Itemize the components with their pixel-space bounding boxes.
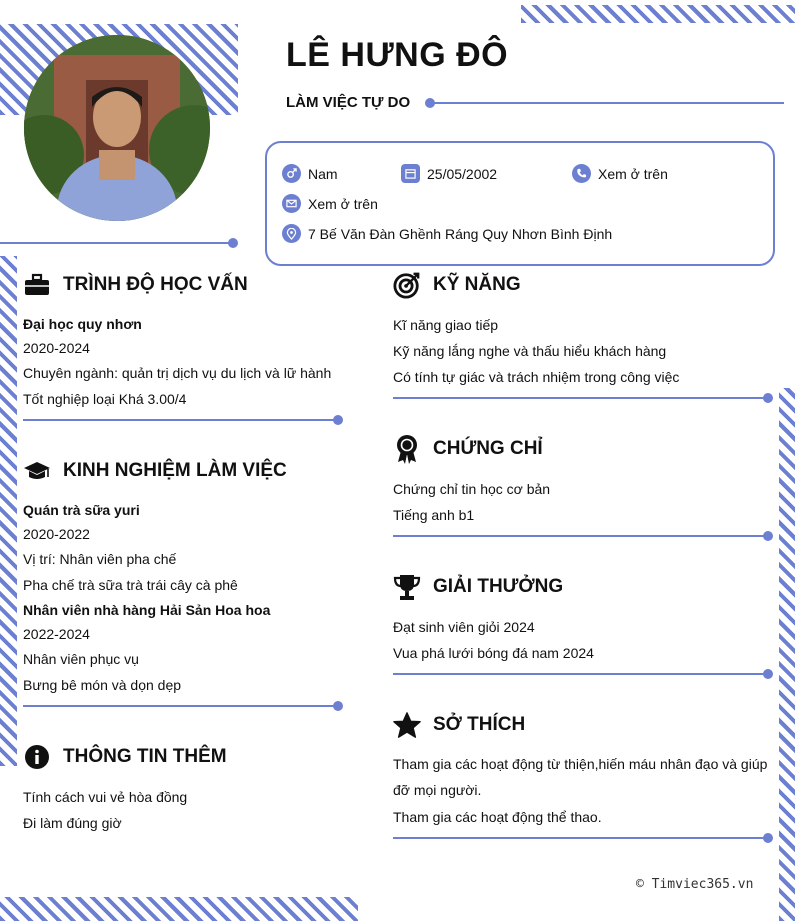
- job-2-desc: Bưng bê món và dọn dẹp: [23, 677, 182, 693]
- education-heading: [23, 271, 248, 299]
- location-pin-icon: [282, 224, 301, 243]
- experience-divider-dot: [333, 701, 343, 711]
- experience-title: KINH NGHIỆM LÀM VIỆC: [63, 460, 287, 481]
- photo-line: [0, 242, 232, 244]
- education-grade: Tốt nghiệp loại Khá 3.00/4: [23, 391, 187, 407]
- awards-title: GIẢI THƯỞNG: [433, 576, 564, 597]
- graduation-cap-icon: [23, 457, 51, 485]
- calendar-icon: [401, 164, 420, 183]
- photo-line-dot: [228, 238, 238, 248]
- education-school: Đại học quy nhơn: [23, 316, 142, 332]
- certificates-heading: [393, 435, 543, 463]
- hobbies-heading: [393, 711, 525, 739]
- email-value: Xem ở trên: [308, 195, 378, 212]
- watermark: © Timviec365.vn: [636, 877, 754, 892]
- award-item-1: Đạt sinh viên giỏi 2024: [393, 619, 535, 635]
- phone-info: [572, 164, 668, 183]
- skills-title: KỸ NĂNG: [433, 274, 521, 295]
- job-1-desc: Pha chế trà sữa trà trái cây cà phê: [23, 577, 238, 593]
- education-divider: [23, 419, 338, 421]
- gender-value: Nam: [308, 165, 338, 182]
- info-icon: [23, 743, 51, 771]
- stripe-decor-right: [779, 388, 795, 921]
- job-title: LÀM VIỆC TỰ DO: [286, 94, 411, 111]
- email-info: [282, 194, 378, 213]
- address-info: [282, 224, 612, 243]
- experience-heading: [23, 457, 287, 485]
- email-icon: [282, 194, 301, 213]
- hobbies-title: SỞ THÍCH: [433, 714, 526, 735]
- award-ribbon-icon: [393, 435, 421, 463]
- stripe-decor-left: [0, 256, 17, 766]
- hobbies-divider-dot: [763, 833, 773, 843]
- gender-info: [282, 164, 338, 183]
- extra-heading: [23, 743, 227, 771]
- skill-item-2: Kỹ năng lắng nghe và thấu hiểu khách hàng: [393, 343, 667, 359]
- skills-divider: [393, 397, 768, 399]
- job-1-company: Quán trà sữa yuri: [23, 502, 140, 518]
- certificates-title: CHỨNG CHỈ: [433, 438, 543, 459]
- candidate-name: LÊ HƯNG ĐÔ: [286, 36, 509, 74]
- awards-divider-dot: [763, 669, 773, 679]
- education-divider-dot: [333, 415, 343, 425]
- extra-item-1: Tính cách vui vẻ hòa đồng: [23, 789, 188, 805]
- extra-item-2: Đi làm đúng giờ: [23, 815, 122, 831]
- education-period: 2020-2024: [23, 340, 90, 356]
- job-1-period: 2020-2022: [23, 526, 90, 542]
- address-value: 7 Bế Văn Đàn Ghềnh Ráng Quy Nhơn Bình Định: [308, 225, 613, 242]
- trophy-icon: [393, 573, 421, 601]
- skills-divider-dot: [763, 393, 773, 403]
- skills-heading: [393, 271, 521, 299]
- experience-divider: [23, 705, 338, 707]
- phone-icon: [572, 164, 591, 183]
- hobby-item-2: Tham gia các hoạt động thể thao.: [393, 809, 602, 825]
- title-line: [430, 102, 784, 104]
- job-2-role: Nhân viên phục vụ: [23, 651, 139, 667]
- job-2-period: 2022-2024: [23, 626, 90, 642]
- skill-item-1: Kĩ năng giao tiếp: [393, 317, 499, 333]
- stripe-decor-top-right: [521, 5, 795, 23]
- skill-item-3: Có tính tự giác và trách nhiệm trong công việc: [393, 369, 680, 385]
- education-title: TRÌNH ĐỘ HỌC VẤN: [63, 274, 248, 295]
- stripe-decor-bottom-left: [0, 897, 358, 921]
- phone-value: Xem ở trên: [598, 165, 668, 182]
- awards-divider: [393, 673, 768, 675]
- certificate-item-1: Chứng chỉ tin học cơ bản: [393, 481, 551, 497]
- education-major: Chuyên ngành: quản trị dịch vụ du lịch và lữ hành: [23, 365, 332, 381]
- briefcase-icon: [23, 271, 51, 299]
- extra-title: THÔNG TIN THÊM: [63, 746, 227, 767]
- avatar-image: [24, 35, 210, 221]
- gender-icon: [282, 164, 301, 183]
- hobby-item-1: Tham gia các hoạt động từ thiện,hiến máu nhân đạo và giúp đỡ mọi người.: [393, 756, 768, 798]
- target-icon: [393, 271, 421, 299]
- avatar: [24, 35, 210, 221]
- hobbies-divider: [393, 837, 768, 839]
- birthday-info: [401, 164, 497, 183]
- awards-heading: [393, 573, 563, 601]
- certificates-divider: [393, 535, 768, 537]
- award-item-2: Vua phá lưới bóng đá nam 2024: [393, 645, 594, 661]
- star-icon: [393, 711, 421, 739]
- birthday-value: 25/05/2002: [427, 165, 498, 182]
- job-2-company: Nhân viên nhà hàng Hải Sản Hoa hoa: [23, 602, 271, 618]
- job-1-role: Vị trí: Nhân viên pha chế: [23, 551, 177, 567]
- certificates-divider-dot: [763, 531, 773, 541]
- certificate-item-2: Tiếng anh b1: [393, 507, 475, 523]
